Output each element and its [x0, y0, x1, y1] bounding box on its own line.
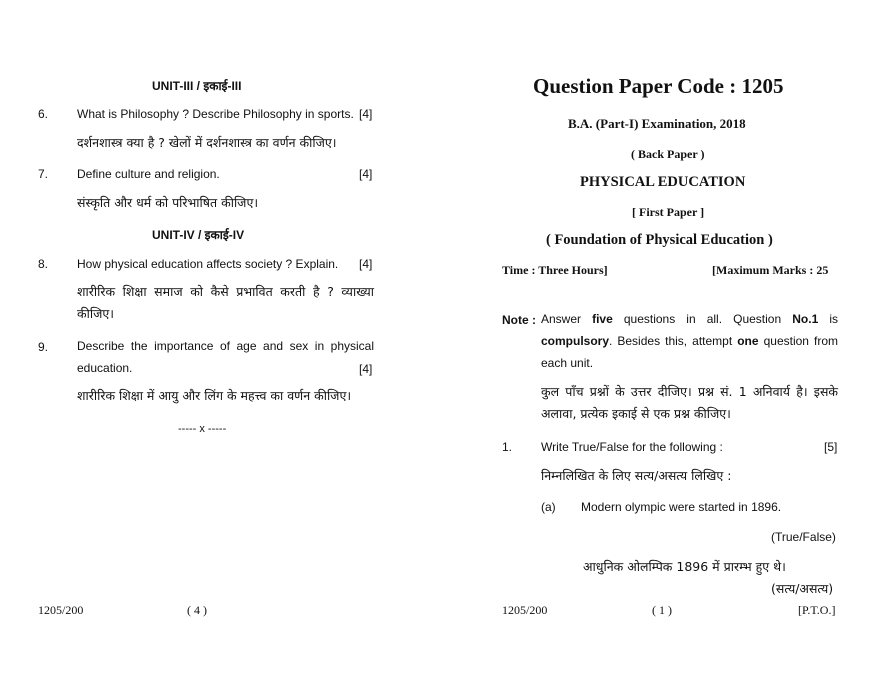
- q7-text-en: Define culture and religion.: [77, 167, 220, 181]
- q7-number: 7.: [38, 167, 49, 181]
- q9-marks: [4]: [359, 362, 373, 376]
- left-footer-code: 1205/200: [38, 603, 84, 617]
- q1-text-en: Write True/False for the following :: [541, 440, 723, 454]
- back-paper-label: ( Back Paper ): [631, 147, 705, 161]
- subject-heading: PHYSICAL EDUCATION: [580, 174, 746, 190]
- q6-number: 6.: [38, 107, 49, 121]
- note-bold: No.1: [792, 312, 819, 326]
- note-bold: five: [592, 312, 613, 326]
- paper-label: [ First Paper ]: [632, 205, 705, 219]
- note-text-hi: कुल पाँच प्रश्नों के उत्तर दीजिए। प्रश्न सं. 1 अनिवार्य है। इसके अलावा, प्रत्येक इकाई से एक प्रश्न कीजिए।: [541, 384, 838, 421]
- note-part: . Besides this, attempt: [609, 334, 738, 348]
- note-bold: compulsory: [541, 334, 610, 348]
- note-label: Note :: [502, 313, 536, 327]
- note-part: question from each unit.: [541, 334, 839, 370]
- unit3-heading: UNIT-III / इकाई-III: [152, 79, 242, 93]
- q9-text-en: Describe the importance of age and sex in physical education.: [77, 339, 374, 375]
- q8-number: 8.: [38, 257, 49, 271]
- q8-text-en: How physical education affects society ? Explain.: [77, 257, 339, 271]
- q9-number: 9.: [38, 340, 49, 354]
- note-part: questions in all. Question: [612, 312, 793, 326]
- end-marker: ----- x -----: [178, 423, 227, 435]
- q1a-option-en: (True/False): [771, 530, 836, 544]
- q1a-option-hi: (सत्य/असत्य): [771, 581, 834, 596]
- unit4-heading: UNIT-IV / इकाई-IV: [152, 228, 245, 242]
- paper-title: ( Foundation of Physical Education ): [546, 232, 773, 248]
- right-footer-page: ( 1 ): [652, 603, 672, 617]
- q9-text-hi: शारीरिक शिक्षा में आयु और लिंग के महत्त्व का वर्णन कीजिए।: [77, 388, 352, 403]
- note-part: Answer: [541, 312, 593, 326]
- left-footer-page: ( 4 ): [187, 603, 207, 617]
- q7-text-hi: संस्कृति और धर्म को परिभाषित कीजिए।: [77, 195, 259, 210]
- q1a-label: (a): [541, 500, 556, 514]
- q1-text-hi: निम्नलिखित के लिए सत्य/असत्य लिखिए :: [541, 468, 732, 483]
- right-page: [438, 0, 876, 676]
- q1a-text-en: Modern olympic were started in 1896.: [581, 500, 782, 514]
- note-part: is: [818, 312, 839, 326]
- time-allowed: Time : Three Hours]: [502, 263, 608, 277]
- q8-text-hi: शारीरिक शिक्षा समाज को कैसे प्रभावित करती है ? व्याख्या कीजिए।: [77, 284, 374, 321]
- q7-marks: [4]: [359, 167, 373, 181]
- note-text: [541, 308, 838, 374]
- maximum-marks: [Maximum Marks : 25: [712, 263, 829, 277]
- q1a-text-hi: आधुनिक ओलम्पिक 1896 में प्रारम्भ हुए थे।: [583, 559, 786, 574]
- note-bold: one: [737, 334, 759, 348]
- q6-text-en: What is Philosophy ? Describe Philosophy in sports.: [77, 107, 354, 121]
- q6-text-hi: दर्शनशास्त्र क्या है ? खेलों में दर्शनशास्त्र का वर्णन कीजिए।: [77, 135, 337, 150]
- right-footer-code: 1205/200: [502, 603, 548, 617]
- q8-marks: [4]: [359, 257, 373, 271]
- right-footer-pto: [P.T.O.]: [798, 603, 836, 617]
- page-title: Question Paper Code : 1205: [533, 74, 784, 98]
- q6-marks: [4]: [359, 107, 373, 121]
- q1-number: 1.: [502, 440, 513, 454]
- exam-name: B.A. (Part-I) Examination, 2018: [568, 116, 746, 131]
- q1-marks: [5]: [824, 440, 838, 454]
